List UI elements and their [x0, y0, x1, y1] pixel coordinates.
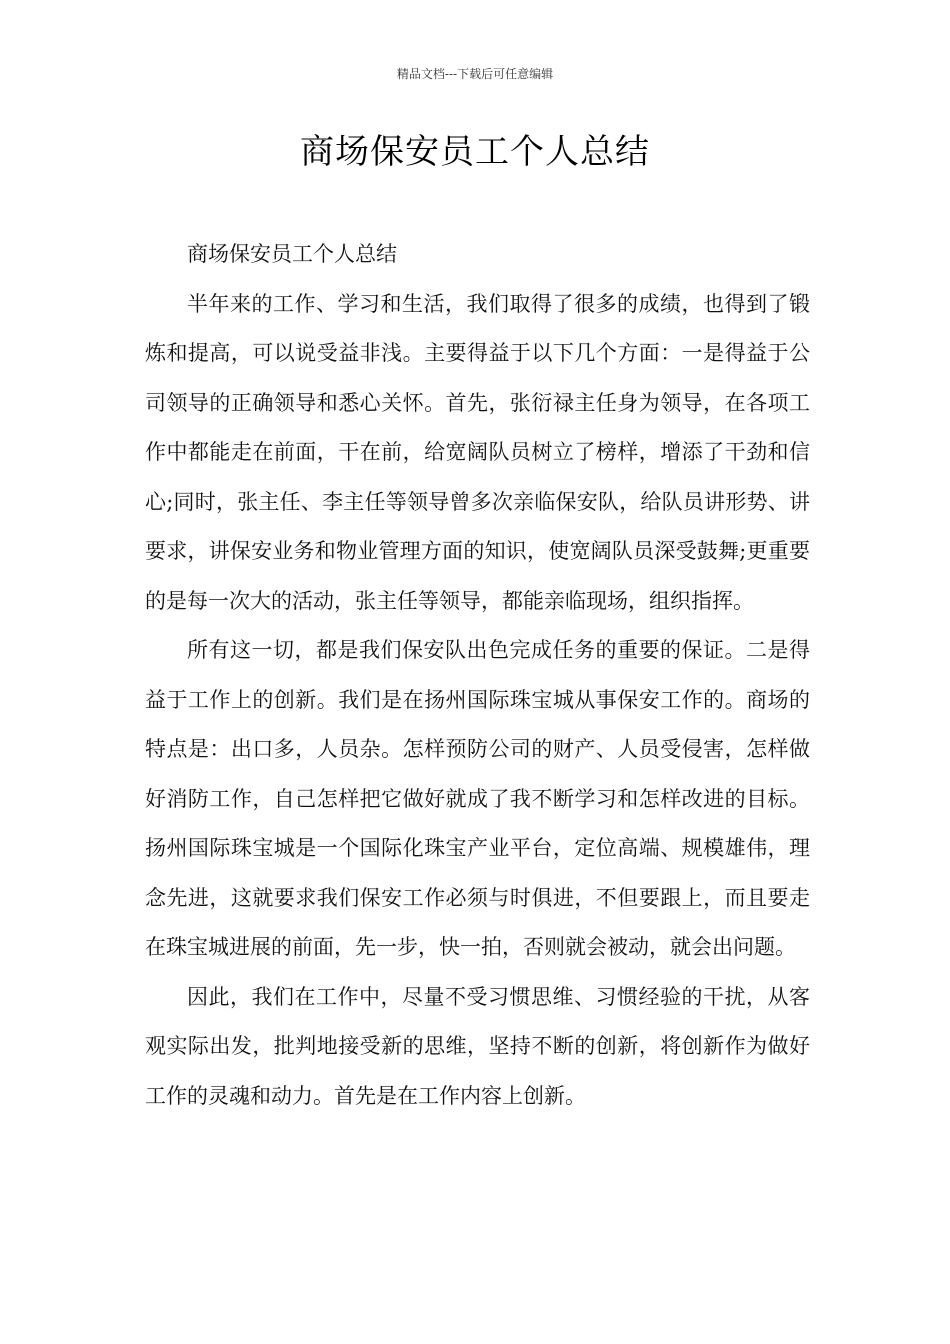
paragraph: 因此，我们在工作中，尽量不受习惯思维、习惯经验的干扰，从客观实际出发，批判地接受新的思维，坚持不断的创新，将创新作为做好工作的灵魂和动力。首先是在工作内容上创新。 — [145, 984, 810, 1108]
paragraph: 半年来的工作、学习和生活，我们取得了很多的成绩，也得到了锻炼和提高，可以说受益非浅。主要得益于以下几个方面：一是得益于公司领导的正确领导和悉心关怀。首先，张衍禄主任身为领导，在各项工作中都能走在前面，干在前，给宽阔队员树立了榜样，增添了干劲和信心;同时，张主任、李主任等领导曾多次亲临保安队，给队员讲形势、讲要求，讲保安业务和物业管理方面的知识，使宽阔队员深受鼓舞;更重要的是每一次大的活动，张主任等领导，都能亲临现场，组织指挥。 — [145, 291, 810, 613]
header-note: 精品文档---下载后可任意编辑 — [396, 67, 554, 81]
document-body — [145, 230, 810, 1121]
paragraph-subtitle: 商场保安员工个人总结 — [187, 242, 397, 266]
document-title: 商场保安员工个人总结 — [300, 132, 650, 172]
paragraph: 所有这一切，都是我们保安队出色完成任务的重要的保证。二是得益于工作上的创新。我们是在扬州国际珠宝城从事保安工作的。商场的特点是：出口多，人员杂。怎样预防公司的财产、人员受侵害，怎样做好消防工作，自己怎样把它做好就成了我不断学习和怎样改进的目标。扬州国际珠宝城是一个国际化珠宝产业平台，定位高端、规模雄伟，理念先进，这就要求我们保安工作必须与时俱进，不但要跟上，而且要走在珠宝城进展的前面，先一步，快一拍，否则就会被动，就会出问题。 — [145, 638, 810, 959]
